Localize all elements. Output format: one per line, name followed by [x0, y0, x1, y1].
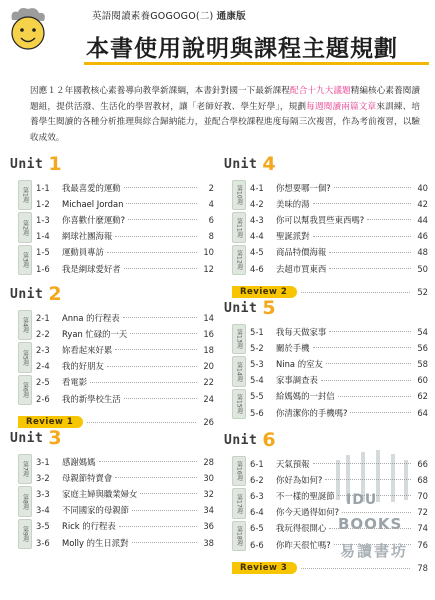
dot-leader — [115, 236, 197, 237]
page-header — [0, 0, 435, 78]
lesson-row — [36, 503, 214, 518]
intro-highlight-2: 每週閱讀兩篇文章 — [306, 101, 377, 112]
lesson-number: 3-3 — [36, 488, 50, 499]
lesson-row — [250, 212, 428, 227]
lesson-number: 2-1 — [36, 312, 50, 323]
lesson-title: 美味的湯 — [276, 198, 310, 209]
lesson-title: 你喜歡什麼運動? — [62, 214, 126, 225]
lesson-title: 給媽媽的一封信 — [276, 391, 335, 402]
week-label: 第13週 — [235, 329, 243, 350]
week-tab — [232, 356, 246, 386]
lesson-title: 我是網球愛好者 — [62, 263, 121, 274]
dot-leader — [313, 236, 412, 237]
lesson-page: 54 — [417, 326, 428, 337]
week-tab — [18, 486, 32, 516]
dot-leader — [140, 493, 197, 494]
lesson-row — [250, 373, 428, 388]
lesson-row — [36, 470, 214, 485]
lesson-page: 24 — [203, 393, 214, 404]
unit-number: 3 — [48, 427, 62, 449]
lesson-row — [36, 310, 214, 325]
dot-leader — [329, 268, 411, 269]
lesson-row — [36, 454, 214, 469]
lesson-row — [36, 359, 214, 374]
week-tab — [18, 342, 32, 372]
lesson-row — [250, 324, 428, 339]
week-label: 第5週 — [21, 349, 29, 366]
dot-leader — [334, 187, 411, 188]
lesson-number: 4-4 — [250, 231, 264, 242]
dot-leader — [99, 461, 198, 462]
week-tab — [232, 488, 246, 518]
lesson-title: 去超市買東西 — [276, 263, 327, 274]
lesson-page: 74 — [417, 523, 428, 534]
lesson-page: 56 — [417, 342, 428, 353]
lesson-number: 5-3 — [250, 358, 264, 369]
lesson-page: 60 — [417, 375, 428, 386]
dot-leader — [128, 219, 197, 220]
unit-heading — [10, 426, 62, 450]
dot-leader — [367, 219, 411, 220]
lesson-page: 14 — [203, 312, 214, 323]
lesson-title: 你清潔你的手機嗎? — [276, 407, 348, 418]
lesson-number: 3-4 — [36, 505, 50, 516]
intro-text-3: 來訓練、培養學生閱讀的各種分析推理與綜合歸納能力，並配合學校課程進度每隔三次複習，作為考前複習，以驗收成效。 — [30, 101, 420, 143]
dot-leader — [301, 292, 410, 293]
intro-text-1: 因應１２年國教核心素養導向教學新課綱，本書針對國一下最新課程 — [30, 86, 291, 96]
review-label: Review 2 — [232, 286, 297, 298]
watermark-text-2: BOOKS — [338, 515, 403, 533]
lesson-title: Molly 的生日派對 — [62, 537, 129, 548]
lesson-page: 4 — [208, 198, 214, 209]
dot-leader — [124, 187, 197, 188]
lesson-title: 家庭主婦與職業婦女 — [62, 488, 138, 499]
week-label: 第18週 — [235, 526, 243, 546]
lesson-row — [36, 212, 214, 227]
dot-leader — [124, 398, 197, 399]
week-label: 第8週 — [21, 493, 29, 510]
dot-leader — [132, 542, 198, 543]
lesson-number: 4-1 — [250, 182, 264, 193]
unit-word: Unit — [10, 430, 44, 446]
week-label: 第12週 — [235, 250, 243, 270]
lesson-row — [36, 245, 214, 260]
dot-leader — [130, 333, 197, 334]
lesson-title: Nina 的室友 — [276, 358, 323, 369]
dot-leader — [115, 477, 197, 478]
week-label: 第1週 — [21, 187, 29, 204]
lesson-row — [250, 356, 428, 371]
unit-number: 5 — [262, 297, 276, 319]
dot-leader — [313, 347, 412, 348]
dot-leader — [123, 317, 197, 318]
unit-word: Unit — [224, 156, 258, 172]
review-label: Review 3 — [232, 562, 297, 574]
lesson-title: 你可以幫我買些東西嗎? — [276, 214, 365, 225]
lesson-page: 16 — [203, 328, 214, 339]
lesson-page: 28 — [203, 456, 214, 467]
week-tab — [18, 454, 32, 484]
lesson-title: 商品特價海報 — [276, 247, 327, 258]
week-tab — [18, 212, 32, 242]
dot-leader — [107, 252, 197, 253]
lesson-title: 看電影 — [62, 377, 88, 388]
week-tab — [232, 180, 246, 210]
lesson-row — [250, 196, 428, 211]
week-tab — [18, 310, 32, 340]
review-label: Review 1 — [18, 416, 83, 428]
lesson-number: 6-1 — [250, 458, 264, 469]
lesson-title: 感謝媽媽 — [62, 456, 96, 467]
week-label: 第4週 — [21, 317, 29, 334]
lesson-row — [36, 375, 214, 390]
lesson-number: 2-3 — [36, 344, 50, 355]
review-page: 26 — [203, 417, 214, 428]
dot-leader — [90, 382, 197, 383]
page-title: 本書使用說明與課程主題規劃 — [86, 36, 398, 62]
series-title — [92, 8, 246, 22]
lesson-number: 1-5 — [36, 247, 50, 258]
lesson-row — [250, 405, 428, 420]
lesson-number: 3-5 — [36, 521, 50, 532]
intro-text-2: 精編核心素養閱讀題組，提供活潑、生活化的學習教材，讓「老師好教、學生好學」，規劃 — [30, 86, 420, 112]
lesson-number: 4-5 — [250, 247, 264, 258]
dot-leader — [329, 252, 411, 253]
lesson-number: 3-1 — [36, 456, 50, 467]
unit-word: Unit — [224, 432, 258, 448]
lesson-title: 我玩得很開心 — [276, 523, 327, 534]
lesson-title: Ryan 忙碌的一天 — [62, 328, 128, 339]
unit-heading — [224, 296, 276, 320]
lesson-number: 6-4 — [250, 507, 264, 518]
lesson-row — [250, 245, 428, 260]
lesson-page: 40 — [417, 182, 428, 193]
lesson-page: 58 — [417, 358, 428, 369]
lesson-page: 64 — [417, 407, 428, 418]
lesson-row — [36, 180, 214, 195]
unit-number: 6 — [262, 429, 276, 451]
watermark-text-1: IDU — [346, 492, 378, 508]
lesson-page: 38 — [203, 537, 214, 548]
lesson-title: 關於手機 — [276, 342, 310, 353]
lesson-number: 2-4 — [36, 361, 50, 372]
unit-word: Unit — [10, 156, 44, 172]
lesson-title: 母親節特賣會 — [62, 472, 113, 483]
lesson-number: 6-3 — [250, 490, 264, 501]
lesson-page: 46 — [417, 231, 428, 242]
lesson-title: 你好為如何? — [276, 474, 323, 485]
lesson-page: 62 — [417, 391, 428, 402]
dot-leader — [119, 526, 197, 527]
unit-heading — [10, 152, 62, 176]
lesson-title: 妳看起來好累 — [62, 344, 113, 355]
dot-leader — [132, 510, 197, 511]
lesson-row — [36, 229, 214, 244]
lesson-page: 2 — [208, 182, 214, 193]
lesson-row — [36, 342, 214, 357]
week-label: 第7週 — [21, 461, 29, 478]
lesson-row — [36, 519, 214, 534]
unit-number: 1 — [48, 153, 62, 175]
week-label: 第9週 — [21, 526, 29, 542]
lesson-number: 1-2 — [36, 198, 50, 209]
week-tab — [232, 456, 246, 486]
lesson-row — [36, 196, 214, 211]
dot-leader — [338, 396, 411, 397]
lesson-number: 2-2 — [36, 328, 50, 339]
lesson-number: 1-6 — [36, 263, 50, 274]
lesson-page: 32 — [203, 488, 214, 499]
lesson-title: 不一樣的聖誕節 — [276, 490, 335, 501]
lesson-page: 68 — [417, 474, 428, 485]
lesson-title: 我的好朋友 — [62, 361, 104, 372]
dot-leader — [326, 363, 411, 364]
lesson-title: 網球社團海報 — [62, 231, 113, 242]
week-label: 第14週 — [235, 361, 243, 382]
lesson-number: 5-5 — [250, 391, 264, 402]
dot-leader — [321, 380, 411, 381]
lesson-title: 不同國家的母親節 — [62, 505, 129, 516]
lesson-number: 6-6 — [250, 539, 264, 550]
lesson-number: 4-6 — [250, 263, 264, 274]
week-label: 第16週 — [235, 461, 243, 482]
lesson-title: 我的新學校生活 — [62, 393, 121, 404]
week-tab — [232, 324, 246, 354]
lesson-page: 42 — [417, 198, 428, 209]
week-label: 第3週 — [21, 252, 29, 268]
lesson-number: 5-1 — [250, 326, 264, 337]
lesson-title: 天氣預報 — [276, 458, 310, 469]
intro-paragraph — [30, 84, 420, 146]
week-tab — [18, 519, 32, 549]
lesson-row — [250, 389, 428, 404]
dot-leader — [350, 412, 411, 413]
lesson-page: 50 — [417, 263, 428, 274]
lesson-page: 34 — [203, 505, 214, 516]
review-page: 78 — [417, 563, 428, 574]
lesson-title: 我最喜愛的運動 — [62, 182, 121, 193]
lesson-row — [36, 326, 214, 341]
series-name: 英語閱讀素養GOGOGO(二) — [92, 11, 214, 22]
lesson-number: 1-4 — [36, 231, 50, 242]
lesson-row — [36, 261, 214, 276]
lesson-page: 76 — [417, 539, 428, 550]
lesson-page: 20 — [203, 361, 214, 372]
lesson-title: 我每天做家事 — [276, 326, 327, 337]
unit-heading — [10, 282, 62, 306]
lesson-row — [250, 229, 428, 244]
week-label: 第17週 — [235, 493, 243, 514]
lesson-number: 2-6 — [36, 393, 50, 404]
lesson-title: Rick 的行程表 — [62, 521, 116, 532]
dot-leader — [115, 349, 197, 350]
watermark-text-3: 易讀書坊 — [340, 542, 409, 560]
lesson-page: 18 — [203, 344, 214, 355]
unit-number: 2 — [48, 283, 62, 305]
lesson-title: 家事調查表 — [276, 375, 318, 386]
unit-heading — [224, 152, 276, 176]
unit-word: Unit — [224, 300, 258, 316]
dot-leader — [126, 203, 197, 204]
lesson-row — [36, 391, 214, 406]
unit-number: 4 — [262, 153, 276, 175]
week-label: 第10週 — [235, 185, 243, 206]
lesson-page: 12 — [203, 263, 214, 274]
lesson-number: 4-3 — [250, 214, 264, 225]
lesson-number: 2-5 — [36, 377, 50, 388]
dot-leader — [313, 203, 412, 204]
dot-leader — [107, 366, 197, 367]
lesson-row — [250, 261, 428, 276]
lesson-number: 6-5 — [250, 523, 264, 534]
lesson-number: 5-2 — [250, 342, 264, 353]
lesson-number: 5-4 — [250, 375, 264, 386]
lesson-number: 4-2 — [250, 198, 264, 209]
week-tab — [232, 521, 246, 551]
lesson-page: 48 — [417, 247, 428, 258]
lesson-page: 8 — [208, 231, 214, 242]
lesson-row — [36, 486, 214, 501]
lesson-number: 3-6 — [36, 537, 50, 548]
lesson-number: 6-2 — [250, 474, 264, 485]
lesson-title: 聖誕派對 — [276, 231, 310, 242]
lesson-title: Michael Jordan — [62, 198, 124, 209]
week-label: 第11週 — [235, 217, 243, 238]
lesson-title: 你今天過得如何? — [276, 507, 340, 518]
unit-word: Unit — [10, 286, 44, 302]
lesson-page: 66 — [417, 458, 428, 469]
lesson-number: 3-2 — [36, 472, 50, 483]
week-tab — [232, 389, 246, 419]
week-label: 第2週 — [21, 219, 29, 236]
week-tab — [18, 375, 32, 405]
lesson-page: 44 — [417, 214, 428, 225]
unit-heading — [224, 428, 276, 452]
lesson-page: 36 — [203, 521, 214, 532]
lesson-number: 1-1 — [36, 182, 50, 193]
dot-leader — [87, 422, 196, 423]
lesson-row — [250, 180, 428, 195]
lesson-page: 22 — [203, 377, 214, 388]
week-tab — [232, 245, 246, 275]
week-label: 第6週 — [21, 382, 29, 398]
review-page: 52 — [417, 287, 428, 298]
mascot-face-icon — [6, 6, 50, 54]
intro-highlight-1: 配合十九大議題 — [290, 86, 351, 96]
title-underline — [84, 62, 429, 65]
lesson-page: 72 — [417, 507, 428, 518]
lesson-number: 1-3 — [36, 214, 50, 225]
week-tab — [232, 212, 246, 242]
lesson-title: 你昨天很忙嗎? — [276, 539, 331, 550]
week-tab — [18, 180, 32, 210]
week-tab — [18, 245, 32, 275]
lesson-page: 10 — [203, 247, 214, 258]
lesson-row — [250, 340, 428, 355]
lesson-page: 6 — [208, 214, 214, 225]
edition-label: 通康版 — [216, 11, 246, 22]
lesson-page: 30 — [203, 472, 214, 483]
lesson-title: 運動員專訪 — [62, 247, 104, 258]
week-label: 第15週 — [235, 394, 243, 414]
lesson-page: 70 — [417, 490, 428, 501]
dot-leader — [329, 331, 411, 332]
lesson-row — [36, 535, 214, 550]
lesson-number: 5-6 — [250, 407, 264, 418]
lesson-title: Anna 的行程表 — [62, 312, 120, 323]
dot-leader — [124, 268, 197, 269]
lesson-title: 你想要哪一個? — [276, 182, 331, 193]
